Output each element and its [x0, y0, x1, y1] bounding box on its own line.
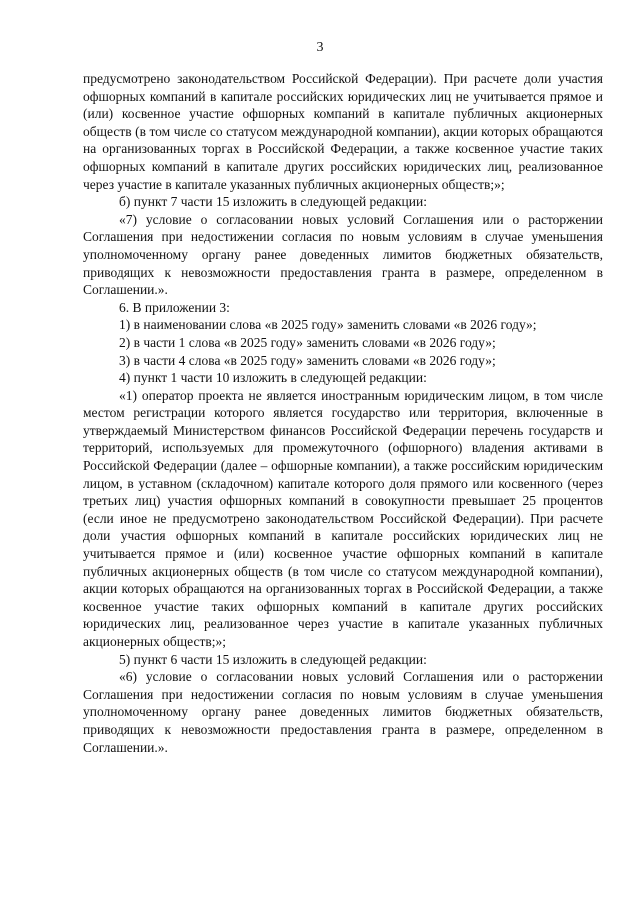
paragraph: б) пункт 7 части 15 изложить в следующей редакции:: [119, 194, 427, 210]
paragraph: 2) в части 1 слова «в 2025 году» заменить словами «в 2026 году»;: [119, 334, 496, 350]
paragraph: 4) пункт 1 части 10 изложить в следующей редакции:: [119, 370, 427, 386]
paragraph: «1) оператор проекта не является иностранным юридическим лицом, в том числе местом регистрации которого является государство или территория, включенные в утверждаемый Министерством финансов Российской Федерации перечень государств и территорий, используемых для промежуточного (офшорного) владения активами в Российской Федерации (далее – офшорные компании), а также российским юридическим лицом, в уставном (складочном) капитале которого доля прямого или косвенного (через третьих лиц) участия офшорных компаний в совокупности превышает 25 процентов (если иное не предусмотрено законодательством Российской Федерации). При расчете доли участия офшорных компаний в капитале российских юридических лиц не учитывается прямое и (или) косвенное участие офшорных компаний в капитале публичных акционерных обществ (в том числе со статусом международной компании), акции которых обращаются на организованных торгах в Российской Федерации, а также косвенное участие таких офшорных компаний в капитале других российских юридических лиц, реализованное через участие в капитале указанных публичных акционерных обществ;»;: [83, 387, 603, 649]
document-body: [83, 70, 603, 756]
page-number: 3: [316, 40, 324, 55]
paragraph: 6. В приложении 3:: [119, 299, 230, 315]
paragraph: 1) в наименовании слова «в 2025 году» заменить словами «в 2026 году»;: [119, 317, 537, 333]
paragraph: «7) условие о согласовании новых условий Соглашения или о расторжении Соглашения при недостижении согласия по новым условиям в случае уменьшения уполномоченному органу ранее доведенных лимитов бюджетных обязательств, приводящих к невозможности предоставления гранта в размере, определенном в Соглашении.».: [83, 211, 603, 298]
paragraph: 3) в части 4 слова «в 2025 году» заменить словами «в 2026 году»;: [119, 352, 496, 368]
paragraph: «6) условие о согласовании новых условий Соглашения или о расторжении Соглашения при недостижении согласия по новым условиям в случае уменьшения уполномоченному органу ранее доведенных лимитов бюджетных обязательств, приводящих к невозможности предоставления гранта в размере, определенном в Соглашении.».: [83, 669, 603, 755]
paragraph: 5) пункт 6 части 15 изложить в следующей редакции:: [119, 651, 427, 667]
paragraph: предусмотрено законодательством Российской Федерации). При расчете доли участия офшорных компаний в капитале российских юридических лиц не учитывается прямое и (или) косвенное участие офшорных компаний в капитале публичных акционерных обществ (в том числе со статусом международной компании), акции которых обращаются на организованных торгах в Российской Федерации, а также косвенное участие таких офшорных компаний в капитале других российских юридических лиц, реализованное через участие в капитале указанных публичных акционерных обществ;»;: [83, 71, 603, 192]
